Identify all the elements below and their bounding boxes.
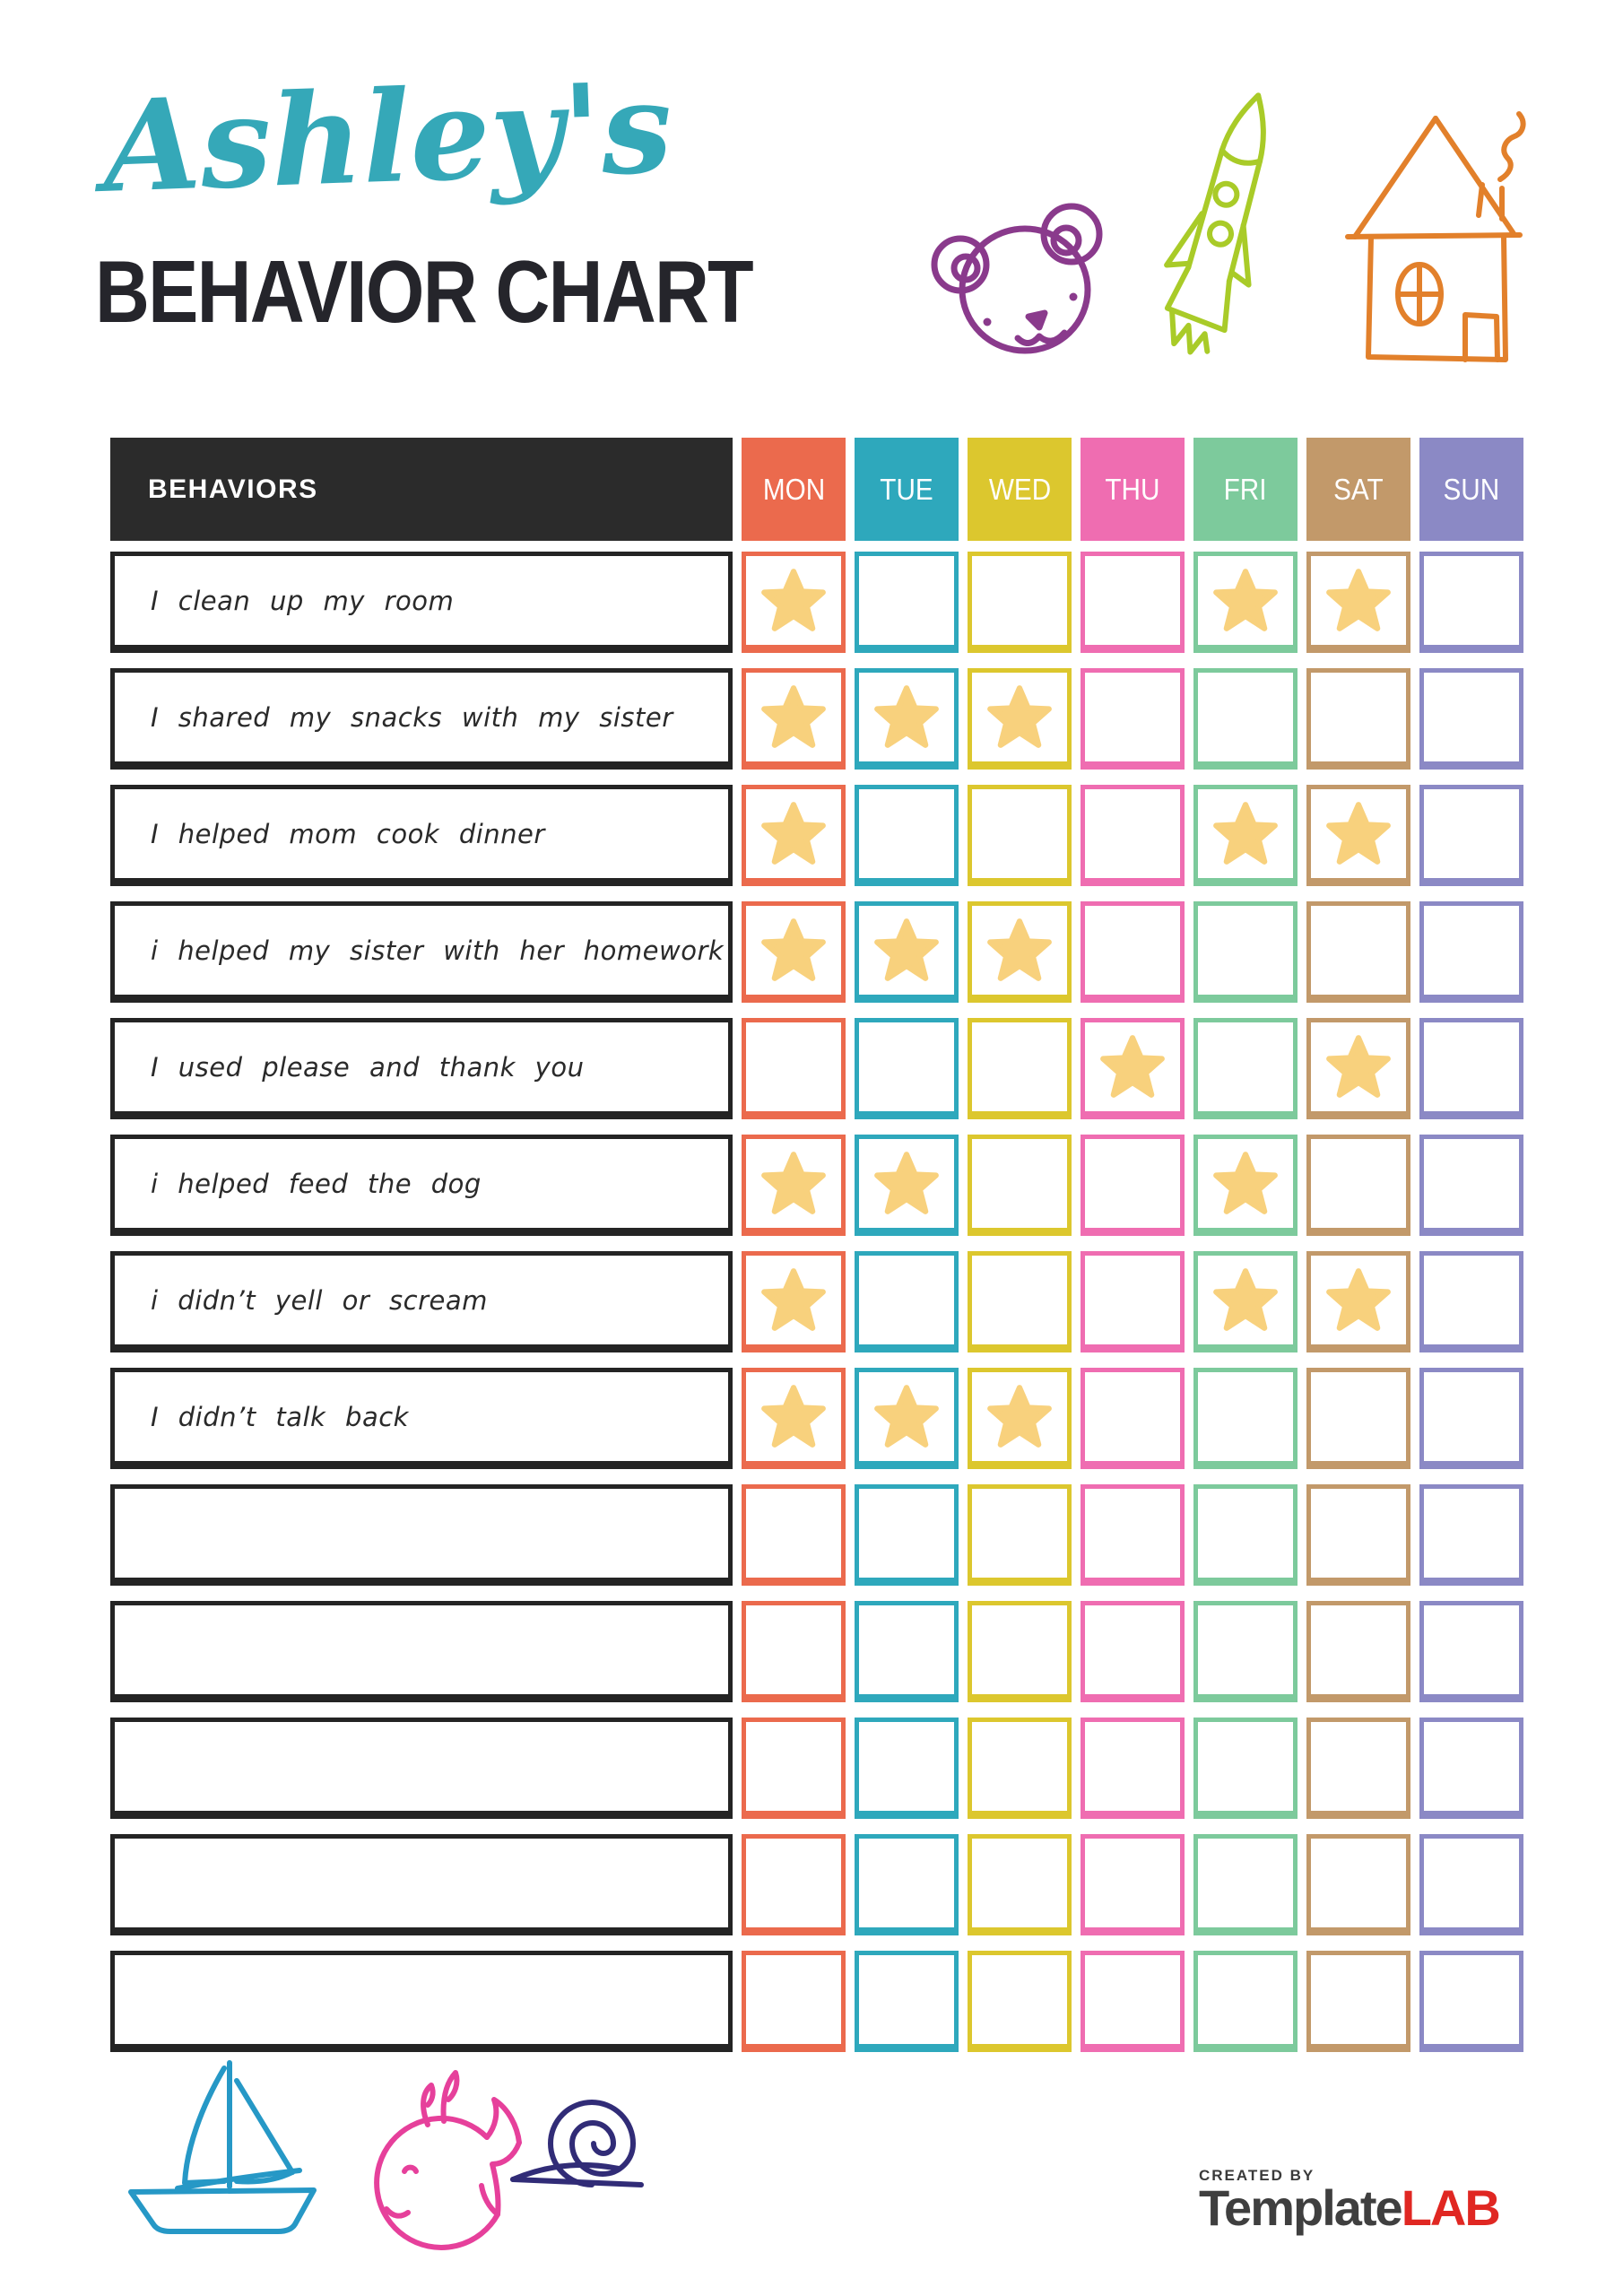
day-header-mon bbox=[742, 438, 846, 541]
cell-sun-row10[interactable] bbox=[1419, 1601, 1523, 1702]
cell-thu-row11[interactable] bbox=[1081, 1718, 1185, 1819]
day-cells bbox=[742, 785, 1523, 886]
star-icon bbox=[1324, 567, 1393, 633]
cell-sat-row1[interactable] bbox=[1306, 552, 1410, 653]
cell-sat-row10[interactable] bbox=[1306, 1601, 1410, 1702]
cell-tue-row5[interactable] bbox=[855, 1018, 959, 1119]
cell-mon-row12[interactable] bbox=[742, 1834, 846, 1935]
star-icon bbox=[985, 1383, 1054, 1449]
cell-fri-row9[interactable] bbox=[1193, 1484, 1298, 1586]
star-icon bbox=[759, 1266, 828, 1333]
table-header-row bbox=[110, 438, 1523, 541]
day-cells bbox=[742, 1718, 1523, 1819]
cell-sun-row4[interactable] bbox=[1419, 901, 1523, 1003]
behavior-row-8 bbox=[110, 1368, 1523, 1469]
day-cells bbox=[742, 1018, 1523, 1119]
cell-mon-row1[interactable] bbox=[742, 552, 846, 653]
cell-sun-row13[interactable] bbox=[1419, 1951, 1523, 2052]
cell-mon-row3[interactable] bbox=[742, 785, 846, 886]
cell-tue-row10[interactable] bbox=[855, 1601, 959, 1702]
day-cells bbox=[742, 668, 1523, 770]
cell-thu-row13[interactable] bbox=[1081, 1951, 1185, 2052]
created-by-label: CREATED BY bbox=[1199, 2167, 1315, 2184]
brand-name-suffix: LAB bbox=[1401, 2179, 1499, 2236]
cell-sat-row7[interactable] bbox=[1306, 1251, 1410, 1352]
cell-tue-row8[interactable] bbox=[855, 1368, 959, 1469]
cell-wed-row9[interactable] bbox=[968, 1484, 1072, 1586]
behavior-label: i didn’t yell or scream bbox=[110, 1251, 733, 1352]
behavior-label bbox=[110, 1718, 733, 1819]
rows bbox=[110, 552, 1523, 2052]
star-icon bbox=[759, 1150, 828, 1216]
behavior-row-12 bbox=[110, 1834, 1523, 1935]
brand-name-main: Template bbox=[1199, 2179, 1402, 2236]
cell-tue-row1[interactable] bbox=[855, 552, 959, 653]
cell-thu-row1[interactable] bbox=[1081, 552, 1185, 653]
behavior-label bbox=[110, 1484, 733, 1586]
cell-wed-row13[interactable] bbox=[968, 1951, 1072, 2052]
behavior-row-3 bbox=[110, 785, 1523, 886]
day-cells bbox=[742, 1601, 1523, 1702]
star-icon bbox=[985, 683, 1054, 750]
snail-icon bbox=[502, 2083, 686, 2204]
cell-sun-row8[interactable] bbox=[1419, 1368, 1523, 1469]
behavior-row-1 bbox=[110, 552, 1523, 653]
behavior-row-11 bbox=[110, 1718, 1523, 1819]
cell-fri-row11[interactable] bbox=[1193, 1718, 1298, 1819]
cell-wed-row1[interactable] bbox=[968, 552, 1072, 653]
cell-sun-row7[interactable] bbox=[1419, 1251, 1523, 1352]
cell-mon-row10[interactable] bbox=[742, 1601, 846, 1702]
cell-tue-row6[interactable] bbox=[855, 1135, 959, 1236]
star-icon bbox=[1324, 1033, 1393, 1100]
day-cells bbox=[742, 1834, 1523, 1935]
day-header-sun bbox=[1419, 438, 1523, 541]
day-cells bbox=[742, 1251, 1523, 1352]
cell-fri-row2[interactable] bbox=[1193, 668, 1298, 770]
day-header-label: TUE bbox=[880, 472, 933, 506]
cell-sun-row9[interactable] bbox=[1419, 1484, 1523, 1586]
day-header-label: FRI bbox=[1224, 472, 1267, 506]
cell-wed-row3[interactable] bbox=[968, 785, 1072, 886]
cell-fri-row1[interactable] bbox=[1193, 552, 1298, 653]
behavior-label: I clean up my room bbox=[110, 552, 733, 653]
cell-wed-row7[interactable] bbox=[968, 1251, 1072, 1352]
cell-mon-row9[interactable] bbox=[742, 1484, 846, 1586]
cell-thu-row12[interactable] bbox=[1081, 1834, 1185, 1935]
cell-mon-row7[interactable] bbox=[742, 1251, 846, 1352]
cell-tue-row7[interactable] bbox=[855, 1251, 959, 1352]
cell-mon-row13[interactable] bbox=[742, 1951, 846, 2052]
cell-thu-row8[interactable] bbox=[1081, 1368, 1185, 1469]
cell-wed-row4[interactable] bbox=[968, 901, 1072, 1003]
star-icon bbox=[1211, 567, 1280, 633]
star-icon bbox=[872, 683, 941, 750]
behavior-label bbox=[110, 1951, 733, 2052]
cell-sat-row11[interactable] bbox=[1306, 1718, 1410, 1819]
day-header-wed bbox=[968, 438, 1072, 541]
cell-tue-row11[interactable] bbox=[855, 1718, 959, 1819]
behavior-row-4 bbox=[110, 901, 1523, 1003]
behavior-label: i helped my sister with her homework bbox=[110, 901, 733, 1003]
star-icon bbox=[872, 1383, 941, 1449]
day-header-row bbox=[742, 438, 1523, 541]
cell-fri-row6[interactable] bbox=[1193, 1135, 1298, 1236]
behavior-label bbox=[110, 1601, 733, 1702]
cell-fri-row5[interactable] bbox=[1193, 1018, 1298, 1119]
templatelab-logo bbox=[1199, 2167, 1499, 2236]
cell-tue-row13[interactable] bbox=[855, 1951, 959, 2052]
sailboat-icon bbox=[115, 2054, 328, 2240]
bear-icon bbox=[928, 191, 1118, 360]
cell-sat-row5[interactable] bbox=[1306, 1018, 1410, 1119]
star-icon bbox=[759, 800, 828, 866]
behavior-row-5 bbox=[110, 1018, 1523, 1119]
cell-sun-row5[interactable] bbox=[1419, 1018, 1523, 1119]
star-icon bbox=[759, 567, 828, 633]
day-header-fri bbox=[1193, 438, 1298, 541]
cell-wed-row11[interactable] bbox=[968, 1718, 1072, 1819]
day-header-label: SAT bbox=[1333, 472, 1384, 506]
star-icon bbox=[1324, 800, 1393, 866]
cell-mon-row8[interactable] bbox=[742, 1368, 846, 1469]
day-header-sat bbox=[1306, 438, 1410, 541]
cell-wed-row10[interactable] bbox=[968, 1601, 1072, 1702]
star-icon bbox=[1211, 800, 1280, 866]
day-cells bbox=[742, 1951, 1523, 2052]
cell-tue-row4[interactable] bbox=[855, 901, 959, 1003]
cell-sun-row11[interactable] bbox=[1419, 1718, 1523, 1819]
cell-sun-row12[interactable] bbox=[1419, 1834, 1523, 1935]
cell-sat-row8[interactable] bbox=[1306, 1368, 1410, 1469]
cell-sun-row1[interactable] bbox=[1419, 552, 1523, 653]
behavior-label: I didn’t talk back bbox=[110, 1368, 733, 1469]
cell-sat-row12[interactable] bbox=[1306, 1834, 1410, 1935]
child-name-title: Ashley's bbox=[100, 54, 675, 222]
cell-tue-row3[interactable] bbox=[855, 785, 959, 886]
day-cells bbox=[742, 552, 1523, 653]
cell-fri-row4[interactable] bbox=[1193, 901, 1298, 1003]
cell-wed-row12[interactable] bbox=[968, 1834, 1072, 1935]
cell-thu-row5[interactable] bbox=[1081, 1018, 1185, 1119]
cell-wed-row6[interactable] bbox=[968, 1135, 1072, 1236]
cell-thu-row7[interactable] bbox=[1081, 1251, 1185, 1352]
cell-wed-row2[interactable] bbox=[968, 668, 1072, 770]
star-icon bbox=[759, 917, 828, 983]
cell-sun-row3[interactable] bbox=[1419, 785, 1523, 886]
day-cells bbox=[742, 1135, 1523, 1236]
cell-tue-row9[interactable] bbox=[855, 1484, 959, 1586]
day-header-tue bbox=[855, 438, 959, 541]
cell-thu-row9[interactable] bbox=[1081, 1484, 1185, 1586]
cell-sat-row13[interactable] bbox=[1306, 1951, 1410, 2052]
cell-sat-row4[interactable] bbox=[1306, 901, 1410, 1003]
cell-fri-row10[interactable] bbox=[1193, 1601, 1298, 1702]
cell-fri-row12[interactable] bbox=[1193, 1834, 1298, 1935]
cell-sat-row9[interactable] bbox=[1306, 1484, 1410, 1586]
cell-sun-row2[interactable] bbox=[1419, 668, 1523, 770]
day-header-label: THU bbox=[1105, 472, 1160, 506]
behavior-row-13 bbox=[110, 1951, 1523, 2052]
cell-mon-row5[interactable] bbox=[742, 1018, 846, 1119]
behavior-row-9 bbox=[110, 1484, 1523, 1586]
cell-mon-row6[interactable] bbox=[742, 1135, 846, 1236]
star-icon bbox=[1324, 1266, 1393, 1333]
behavior-label bbox=[110, 1834, 733, 1935]
cell-tue-row2[interactable] bbox=[855, 668, 959, 770]
cell-fri-row3[interactable] bbox=[1193, 785, 1298, 886]
star-icon bbox=[759, 683, 828, 750]
behavior-row-6 bbox=[110, 1135, 1523, 1236]
day-cells bbox=[742, 901, 1523, 1003]
star-icon bbox=[872, 1150, 941, 1216]
behavior-label: i helped feed the dog bbox=[110, 1135, 733, 1236]
cell-fri-row13[interactable] bbox=[1193, 1951, 1298, 2052]
day-header-label: MON bbox=[762, 472, 825, 506]
cell-thu-row4[interactable] bbox=[1081, 901, 1185, 1003]
day-header-thu bbox=[1081, 438, 1185, 541]
cell-sat-row2[interactable] bbox=[1306, 668, 1410, 770]
cell-thu-row3[interactable] bbox=[1081, 785, 1185, 886]
cell-tue-row12[interactable] bbox=[855, 1834, 959, 1935]
behaviors-header: BEHAVIORS bbox=[110, 438, 733, 541]
cell-sat-row6[interactable] bbox=[1306, 1135, 1410, 1236]
behavior-label: I used please and thank you bbox=[110, 1018, 733, 1119]
cell-wed-row5[interactable] bbox=[968, 1018, 1072, 1119]
cell-sat-row3[interactable] bbox=[1306, 785, 1410, 886]
cell-fri-row8[interactable] bbox=[1193, 1368, 1298, 1469]
house-icon bbox=[1330, 100, 1534, 371]
brand-name bbox=[1199, 2179, 1499, 2236]
behavior-label: I helped mom cook dinner bbox=[110, 785, 733, 886]
cell-mon-row2[interactable] bbox=[742, 668, 846, 770]
cell-sun-row6[interactable] bbox=[1419, 1135, 1523, 1236]
star-icon bbox=[1098, 1033, 1167, 1100]
star-icon bbox=[1211, 1266, 1280, 1333]
day-header-label: WED bbox=[988, 472, 1051, 506]
behavior-label: I shared my snacks with my sister bbox=[110, 668, 733, 770]
cell-thu-row10[interactable] bbox=[1081, 1601, 1185, 1702]
cell-thu-row2[interactable] bbox=[1081, 668, 1185, 770]
star-icon bbox=[759, 1383, 828, 1449]
cell-wed-row8[interactable] bbox=[968, 1368, 1072, 1469]
behavior-row-10 bbox=[110, 1601, 1523, 1702]
cell-fri-row7[interactable] bbox=[1193, 1251, 1298, 1352]
behavior-row-2 bbox=[110, 668, 1523, 770]
page-title: BEHAVIOR CHART bbox=[95, 242, 752, 341]
star-icon bbox=[985, 917, 1054, 983]
star-icon bbox=[1211, 1150, 1280, 1216]
day-header-label: SUN bbox=[1443, 472, 1500, 506]
behavior-row-7 bbox=[110, 1251, 1523, 1352]
star-icon bbox=[872, 917, 941, 983]
day-cells bbox=[742, 1484, 1523, 1586]
cell-thu-row6[interactable] bbox=[1081, 1135, 1185, 1236]
cell-mon-row4[interactable] bbox=[742, 901, 846, 1003]
day-cells bbox=[742, 1368, 1523, 1469]
cell-mon-row11[interactable] bbox=[742, 1718, 846, 1819]
rocket-icon bbox=[1137, 79, 1298, 395]
